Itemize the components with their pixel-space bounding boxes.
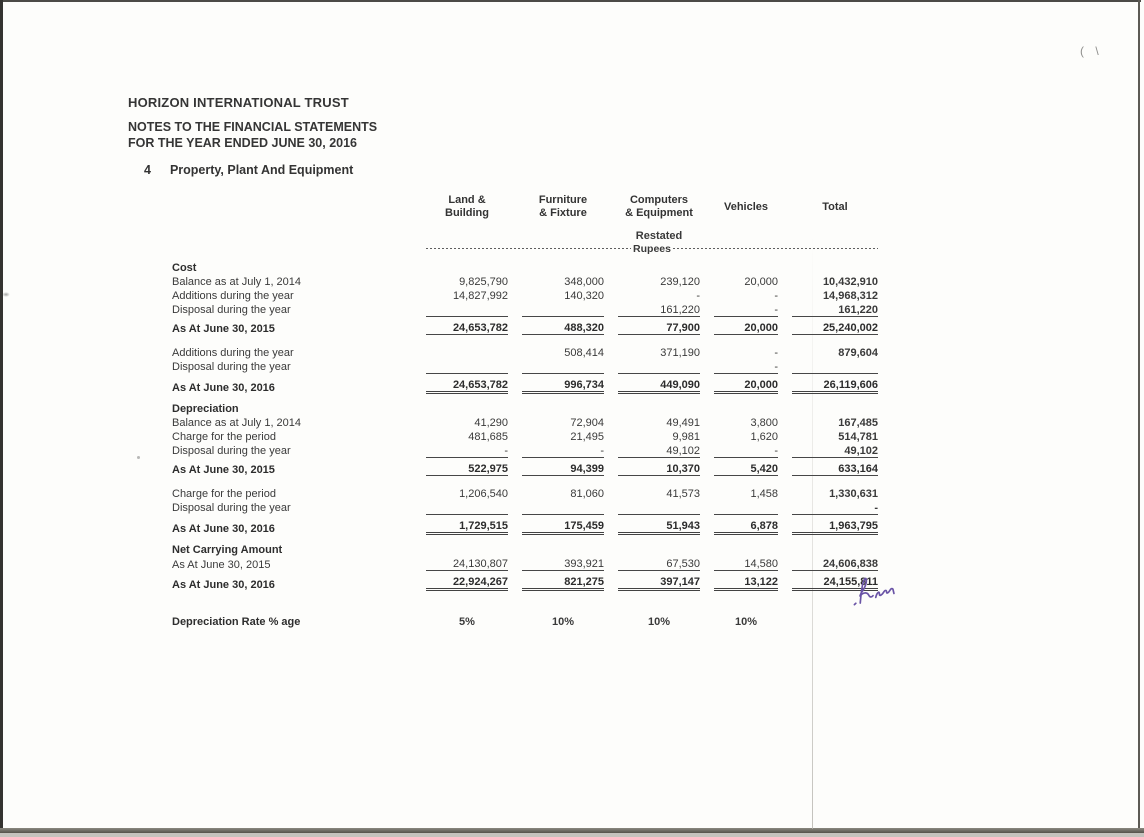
cell-total: 14,968,312 bbox=[822, 290, 878, 302]
empty-cell bbox=[522, 541, 604, 556]
table-row bbox=[172, 274, 878, 288]
cell-land-building: 22,924,267 bbox=[426, 571, 508, 591]
dashed-rule bbox=[673, 248, 878, 249]
table-row bbox=[172, 359, 878, 373]
empty-cell bbox=[618, 259, 700, 274]
cell-total: 167,485 bbox=[838, 417, 878, 429]
table-row bbox=[172, 302, 878, 316]
cell-furniture-fixture: 72,904 bbox=[570, 417, 604, 429]
statement-title-line1: NOTES TO THE FINANCIAL STATEMENTS bbox=[128, 120, 378, 134]
table-row bbox=[172, 316, 878, 335]
empty-cell bbox=[426, 541, 508, 556]
restated-row bbox=[172, 226, 878, 242]
cell-vehicles: 20,000 bbox=[744, 276, 778, 288]
cell-furniture-fixture bbox=[522, 500, 604, 514]
spacer-row bbox=[172, 335, 878, 345]
cell-vehicles: 6,878 bbox=[714, 514, 778, 535]
row-label: Balance as at July 1, 2014 bbox=[172, 417, 302, 429]
section-title-row bbox=[172, 541, 878, 556]
cell-land-building: 9,825,790 bbox=[459, 276, 508, 288]
ppe-table-head bbox=[172, 188, 878, 255]
row-label: As At June 30, 2016 bbox=[172, 579, 275, 591]
cell-furniture-fixture: 488,320 bbox=[522, 316, 604, 335]
empty-cell bbox=[522, 226, 604, 242]
section-title-row bbox=[172, 259, 878, 274]
row-label: As At June 30, 2015 bbox=[172, 464, 275, 476]
table-row bbox=[172, 373, 878, 394]
cell-computers-equipment bbox=[618, 500, 700, 514]
cell-vehicles: 14,580 bbox=[714, 556, 778, 571]
cell-total bbox=[792, 359, 878, 373]
table-row bbox=[172, 571, 878, 591]
cell-furniture-fixture: 508,414 bbox=[564, 347, 604, 359]
column-header-line: Total bbox=[822, 200, 848, 213]
restated-label: Restated bbox=[635, 230, 683, 242]
cell-vehicles: 5,420 bbox=[714, 457, 778, 476]
cell-furniture-fixture: 393,921 bbox=[522, 556, 604, 571]
scan-smudge bbox=[137, 456, 140, 459]
column-header-total bbox=[792, 188, 878, 226]
company-name: HORIZON INTERNATIONAL TRUST bbox=[128, 95, 349, 110]
cell-furniture-fixture: - bbox=[600, 445, 604, 457]
empty-cell bbox=[172, 242, 412, 255]
column-header-line: Furniture bbox=[538, 194, 588, 206]
unit-label: Rupees bbox=[633, 242, 671, 255]
cell-vehicles: 3,800 bbox=[750, 417, 778, 429]
cell-total: 24,606,838 bbox=[792, 556, 878, 571]
empty-cell bbox=[714, 259, 778, 274]
cell-vehicles: - bbox=[774, 347, 778, 359]
row-label: Balance as at July 1, 2014 bbox=[172, 276, 302, 288]
dashed-rule bbox=[426, 248, 631, 249]
section-title: Net Carrying Amount bbox=[172, 544, 283, 556]
cell-computers-equipment: 41,573 bbox=[666, 488, 700, 500]
cell-land-building: 24,130,807 bbox=[426, 556, 508, 571]
table-row bbox=[172, 415, 878, 429]
cell-computers-equipment: 371,190 bbox=[660, 347, 700, 359]
empty-cell bbox=[792, 226, 878, 242]
statement-title bbox=[128, 119, 377, 151]
cell-furniture-fixture bbox=[522, 359, 604, 373]
cell-land-building: 1,206,540 bbox=[459, 488, 508, 500]
table-row bbox=[172, 345, 878, 359]
cell-land-building: 41,290 bbox=[474, 417, 508, 429]
cell-computers-equipment bbox=[618, 359, 700, 373]
empty-cell bbox=[618, 400, 700, 415]
cell-furniture-fixture: 996,734 bbox=[522, 373, 604, 394]
spacer-row bbox=[172, 476, 878, 486]
document-header bbox=[128, 95, 377, 151]
note-heading bbox=[144, 163, 353, 177]
spacer-row bbox=[172, 591, 878, 613]
cell-computers-equipment: 239,120 bbox=[660, 276, 700, 288]
cell-vehicles: 1,620 bbox=[750, 431, 778, 443]
cell-computers-equipment: 77,900 bbox=[618, 316, 700, 335]
table-row bbox=[172, 457, 878, 476]
rupees-unit-line bbox=[426, 243, 878, 255]
spacer-cell bbox=[172, 476, 878, 486]
cell-land-building: 1,729,515 bbox=[426, 514, 508, 535]
column-header-line: Land & bbox=[448, 194, 486, 206]
rate-row-label: Depreciation Rate % age bbox=[172, 616, 301, 628]
column-header-line: Computers bbox=[629, 194, 689, 206]
cell-furniture-fixture: 175,459 bbox=[522, 514, 604, 535]
cell-computers-equipment: 49,491 bbox=[666, 417, 700, 429]
cell-furniture-fixture: 21,495 bbox=[570, 431, 604, 443]
column-header-line: Vehicles bbox=[723, 200, 769, 213]
row-label: As At June 30, 2016 bbox=[172, 523, 275, 535]
column-header-land-building bbox=[426, 188, 508, 226]
empty-cell bbox=[618, 541, 700, 556]
empty-cell bbox=[522, 400, 604, 415]
cell-total: 161,220 bbox=[838, 304, 878, 316]
scan-background-strip bbox=[0, 833, 1144, 837]
cell-total: 1,963,795 bbox=[792, 514, 878, 535]
ppe-table bbox=[158, 188, 892, 628]
empty-cell bbox=[172, 188, 412, 226]
depreciation-rate-row bbox=[172, 613, 878, 628]
section-title: Depreciation bbox=[172, 403, 239, 415]
rate-furniture-fixture: 10% bbox=[551, 616, 575, 628]
rupees-row bbox=[172, 242, 878, 255]
statement-title-line2: FOR THE YEAR ENDED JUNE 30, 2016 bbox=[128, 136, 358, 150]
cell-land-building bbox=[426, 500, 508, 514]
rupees-line-cell bbox=[426, 242, 878, 255]
cell-computers-equipment: 397,147 bbox=[618, 571, 700, 591]
cell-furniture-fixture bbox=[522, 302, 604, 316]
cell-land-building bbox=[426, 302, 508, 316]
cell-furniture-fixture: 94,399 bbox=[522, 457, 604, 476]
empty-cell bbox=[426, 259, 508, 274]
empty-cell bbox=[172, 226, 412, 242]
rate-total bbox=[792, 613, 878, 628]
note-title: Property, Plant And Equipment bbox=[169, 163, 354, 177]
scan-edge-top bbox=[0, 0, 1141, 2]
cell-furniture-fixture: 821,275 bbox=[522, 571, 604, 591]
row-label: Disposal during the year bbox=[172, 361, 291, 373]
table-row bbox=[172, 429, 878, 443]
row-label: Additions during the year bbox=[172, 347, 294, 359]
rate-computers-equipment: 10% bbox=[647, 616, 671, 628]
empty-cell bbox=[714, 400, 778, 415]
ppe-table-body bbox=[172, 255, 878, 628]
row-label: Charge for the period bbox=[172, 431, 276, 443]
table-row bbox=[172, 443, 878, 457]
scan-smudge bbox=[2, 292, 10, 297]
cell-furniture-fixture: 348,000 bbox=[564, 276, 604, 288]
section-title: Cost bbox=[172, 262, 197, 274]
column-header-line: & Equipment bbox=[625, 207, 693, 219]
note-number: 4 bbox=[144, 163, 151, 177]
cell-land-building: 24,653,782 bbox=[426, 373, 508, 394]
scan-edge-left bbox=[0, 0, 3, 831]
cell-vehicles: - bbox=[774, 361, 778, 373]
rate-vehicles: 10% bbox=[734, 616, 758, 628]
row-label: As At June 30, 2015 bbox=[172, 323, 275, 335]
column-header-computers-equipment bbox=[618, 188, 700, 226]
column-header-line: & Fixture bbox=[539, 207, 587, 219]
empty-cell bbox=[792, 400, 878, 415]
empty-cell bbox=[522, 259, 604, 274]
cell-vehicles: 1,458 bbox=[750, 488, 778, 500]
cell-total: 10,432,910 bbox=[822, 276, 878, 288]
cell-vehicles: - bbox=[774, 304, 778, 316]
empty-cell bbox=[792, 541, 878, 556]
empty-cell bbox=[426, 400, 508, 415]
cell-computers-equipment: 9,981 bbox=[672, 431, 700, 443]
cell-computers-equipment: 161,220 bbox=[660, 304, 700, 316]
row-label: Disposal during the year bbox=[172, 304, 291, 316]
cell-land-building: 481,685 bbox=[468, 431, 508, 443]
cell-land-building: 522,975 bbox=[426, 457, 508, 476]
cell-total: - bbox=[874, 502, 878, 514]
cell-land-building: 24,653,782 bbox=[426, 316, 508, 335]
cell-vehicles bbox=[714, 500, 778, 514]
row-label: As At June 30, 2015 bbox=[172, 559, 271, 571]
cell-computers-equipment: 449,090 bbox=[618, 373, 700, 394]
cell-total: 514,781 bbox=[838, 431, 878, 443]
row-label: Disposal during the year bbox=[172, 445, 291, 457]
cell-total: 879,604 bbox=[838, 347, 878, 359]
table-row bbox=[172, 486, 878, 500]
cell-total: 1,330,631 bbox=[829, 488, 878, 500]
cell-total: 26,119,606 bbox=[792, 373, 878, 394]
cell-furniture-fixture: 140,320 bbox=[564, 290, 604, 302]
cell-vehicles: 20,000 bbox=[714, 316, 778, 335]
column-header-vehicles bbox=[714, 188, 778, 226]
cell-vehicles: - bbox=[774, 445, 778, 457]
scan-edge-right bbox=[1138, 0, 1140, 832]
cell-land-building bbox=[426, 345, 508, 359]
spacer-cell bbox=[172, 335, 878, 345]
row-label: Additions during the year bbox=[172, 290, 294, 302]
spacer-cell bbox=[172, 591, 878, 613]
table-row bbox=[172, 500, 878, 514]
table-row bbox=[172, 288, 878, 302]
row-label: Disposal during the year bbox=[172, 502, 291, 514]
pen-mark: ( \ bbox=[1080, 44, 1103, 58]
empty-cell bbox=[714, 541, 778, 556]
table-row bbox=[172, 556, 878, 571]
rate-land-building: 5% bbox=[459, 616, 475, 628]
cell-vehicles: 13,122 bbox=[714, 571, 778, 591]
cell-computers-equipment: - bbox=[696, 290, 700, 302]
cell-computers-equipment: 49,102 bbox=[666, 445, 700, 457]
empty-cell bbox=[792, 259, 878, 274]
handwritten-signature bbox=[844, 566, 914, 615]
cell-land-building: - bbox=[504, 445, 508, 457]
cell-computers-equipment: 67,530 bbox=[618, 556, 700, 571]
row-label: Charge for the period bbox=[172, 488, 276, 500]
cell-total: 25,240,002 bbox=[792, 316, 878, 335]
cell-computers-equipment: 51,943 bbox=[618, 514, 700, 535]
cell-total: 24,155,811 bbox=[792, 571, 878, 591]
cell-land-building bbox=[426, 359, 508, 373]
cell-computers-equipment: 10,370 bbox=[618, 457, 700, 476]
section-title-row bbox=[172, 400, 878, 415]
empty-cell bbox=[714, 226, 778, 242]
column-header-line: Building bbox=[445, 207, 489, 219]
cell-furniture-fixture: 81,060 bbox=[570, 488, 604, 500]
table-row bbox=[172, 514, 878, 535]
column-header-furniture-fixture bbox=[522, 188, 604, 226]
cell-vehicles: 20,000 bbox=[714, 373, 778, 394]
cell-land-building: 14,827,992 bbox=[452, 290, 508, 302]
cell-vehicles: - bbox=[774, 290, 778, 302]
cell-total: 633,164 bbox=[792, 457, 878, 476]
row-label: As At June 30, 2016 bbox=[172, 382, 275, 394]
cell-total: 49,102 bbox=[844, 445, 878, 457]
empty-cell bbox=[426, 226, 508, 242]
column-header-row bbox=[172, 188, 878, 226]
